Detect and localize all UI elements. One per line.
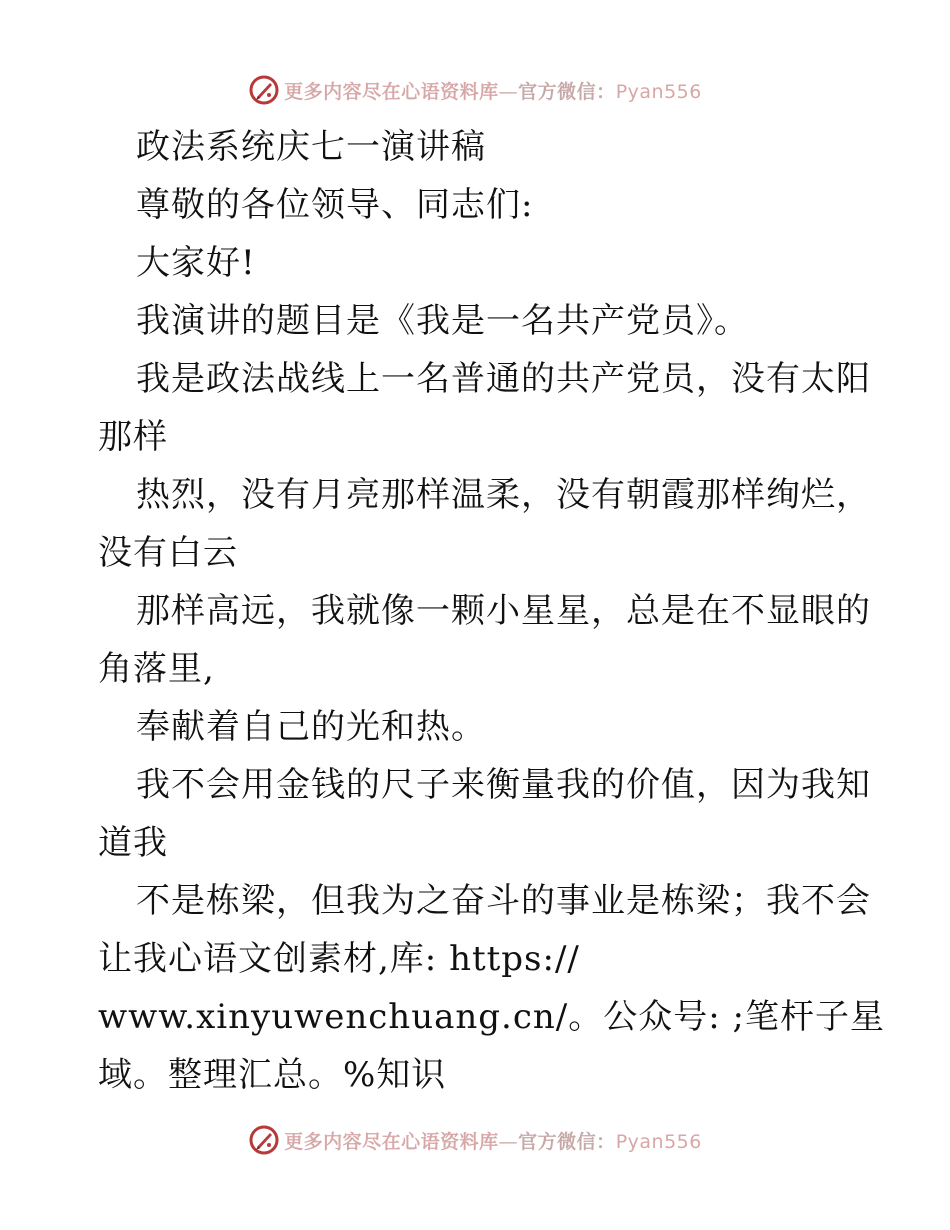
text-line: 政法系统庆七一演讲稿 bbox=[136, 127, 486, 167]
text-line: 尊敬的各位领导、同志们: bbox=[136, 185, 534, 225]
text-line: www.xinyuwenchuang.cn/。公众号: ;笔杆子星 bbox=[98, 997, 885, 1037]
banner-wechat-label: 官方微信： bbox=[518, 80, 616, 103]
text-line: 那样 bbox=[98, 417, 168, 457]
text-line: 我是政法战线上一名普通的共产党员，没有太阳 bbox=[136, 359, 871, 399]
text-line: 域。整理汇总。%知识 bbox=[98, 1055, 447, 1095]
text-line: 我不会用金钱的尺子来衡量我的价值，因为我知 bbox=[136, 765, 871, 805]
banner-wechat-id: Pyan556 bbox=[615, 80, 702, 103]
text-line: 那样高远，我就像一颗小星星，总是在不显眼的 bbox=[136, 591, 871, 631]
banner-separator: — bbox=[498, 1130, 519, 1153]
banner-text bbox=[284, 77, 702, 104]
quill-pen-logo-icon bbox=[248, 74, 280, 106]
banner-wechat-label: 官方微信： bbox=[518, 1130, 616, 1153]
header-banner bbox=[0, 70, 950, 110]
document-body bbox=[98, 118, 885, 1104]
quill-pen-logo-icon bbox=[248, 1124, 280, 1156]
footer-banner bbox=[0, 1120, 950, 1160]
text-line: 大家好! bbox=[136, 243, 256, 283]
banner-separator: — bbox=[498, 80, 519, 103]
banner-main-text: 更多内容尽在心语资料库 bbox=[284, 1130, 499, 1153]
text-line: 让我心语文创素材,库: https:// bbox=[98, 939, 580, 979]
banner-main-text: 更多内容尽在心语资料库 bbox=[284, 80, 499, 103]
banner-wechat-id: Pyan556 bbox=[615, 1130, 702, 1153]
text-line: 我演讲的题目是《我是一名共产党员》。 bbox=[136, 301, 749, 341]
text-line: 不是栋梁，但我为之奋斗的事业是栋梁；我不会 bbox=[136, 881, 871, 921]
text-line: 道我 bbox=[98, 823, 168, 863]
text-line: 热烈，没有月亮那样温柔，没有朝霞那样绚烂， bbox=[136, 475, 871, 515]
text-line: 奉献着自己的光和热。 bbox=[136, 707, 486, 747]
banner-text bbox=[284, 1127, 702, 1154]
text-line: 没有白云 bbox=[98, 533, 238, 573]
text-line: 角落里, bbox=[98, 649, 215, 689]
